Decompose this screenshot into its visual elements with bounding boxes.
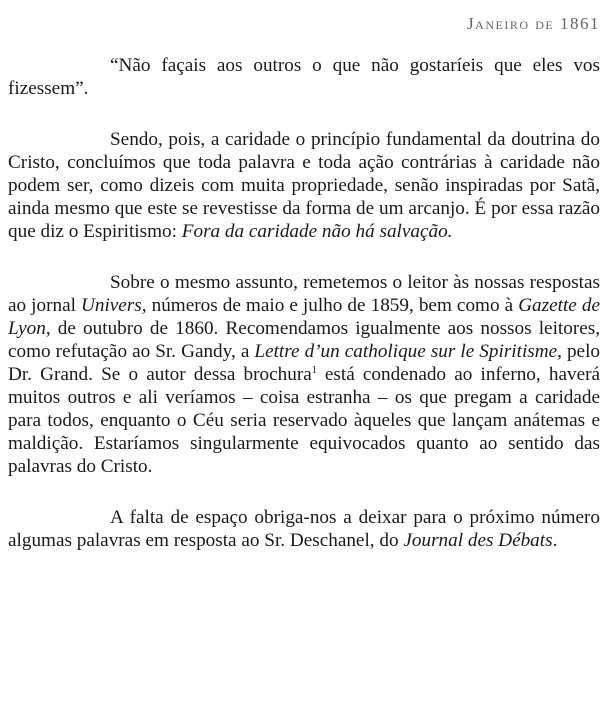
charity-maxim: Fora da caridade não há salvação. [181, 221, 453, 242]
references-text-3: , de outubro de 1860. Recomendamos igualmente aos nossos leitores, como refutação ao Sr. Gandy, a [8, 318, 600, 362]
univers-title: Univers [81, 295, 142, 316]
footnote-marker[interactable]: 1 [311, 365, 317, 376]
references-paragraph [8, 271, 600, 478]
closing-text-2: . [552, 530, 558, 551]
references-text-4: , pelo Dr. Grand. Se o autor dessa brochura [8, 341, 601, 385]
charity-paragraph [8, 128, 600, 243]
quote-paragraph [8, 54, 600, 100]
references-text-2: , números de maio e julho de 1859, bem como à [141, 295, 519, 316]
closing-text-1: A falta de espaço obriga-nos a deixar para o próximo número algumas palavras em resposta ao Sr. Deschanel, do [8, 507, 600, 551]
gazette-title: Gazette de Lyon [8, 295, 600, 339]
references-text-5: está condenado ao inferno, haverá muitos outros e ali veríamos – coisa estranha – os que pregam a caridade para todos, enquanto o Céu seria reservado àqueles que lançam anátemas e maldição. Estaríamos singularmente equivocados quanto ao sentido das palavras do Cristo. [8, 364, 600, 477]
running-header [8, 0, 600, 40]
journal-title: Journal des Débats [403, 530, 553, 551]
running-title: Janeiro de 1861 [467, 14, 600, 33]
lettre-title: Lettre d’un catholique sur le Spiritisme [254, 341, 558, 362]
closing-paragraph [8, 506, 600, 552]
quote-text: “Não façais aos outros o que não gostaríeis que eles vos fizessem”. [8, 55, 600, 99]
references-text-1: Sobre o mesmo assunto, remetemos o leitor às nossas respostas ao jornal [8, 272, 600, 316]
charity-text: Sendo, pois, a caridade o princípio fundamental da doutrina do Cristo, concluímos que toda palavra e toda ação contrárias à caridade não podem ser, como dizeis com muita propriedade, senão inspiradas por Satã, ainda mesmo que este se revestisse da forma de um arcanjo. É por essa razão que diz o Espiritismo: [8, 129, 600, 242]
document-page [8, 0, 600, 552]
